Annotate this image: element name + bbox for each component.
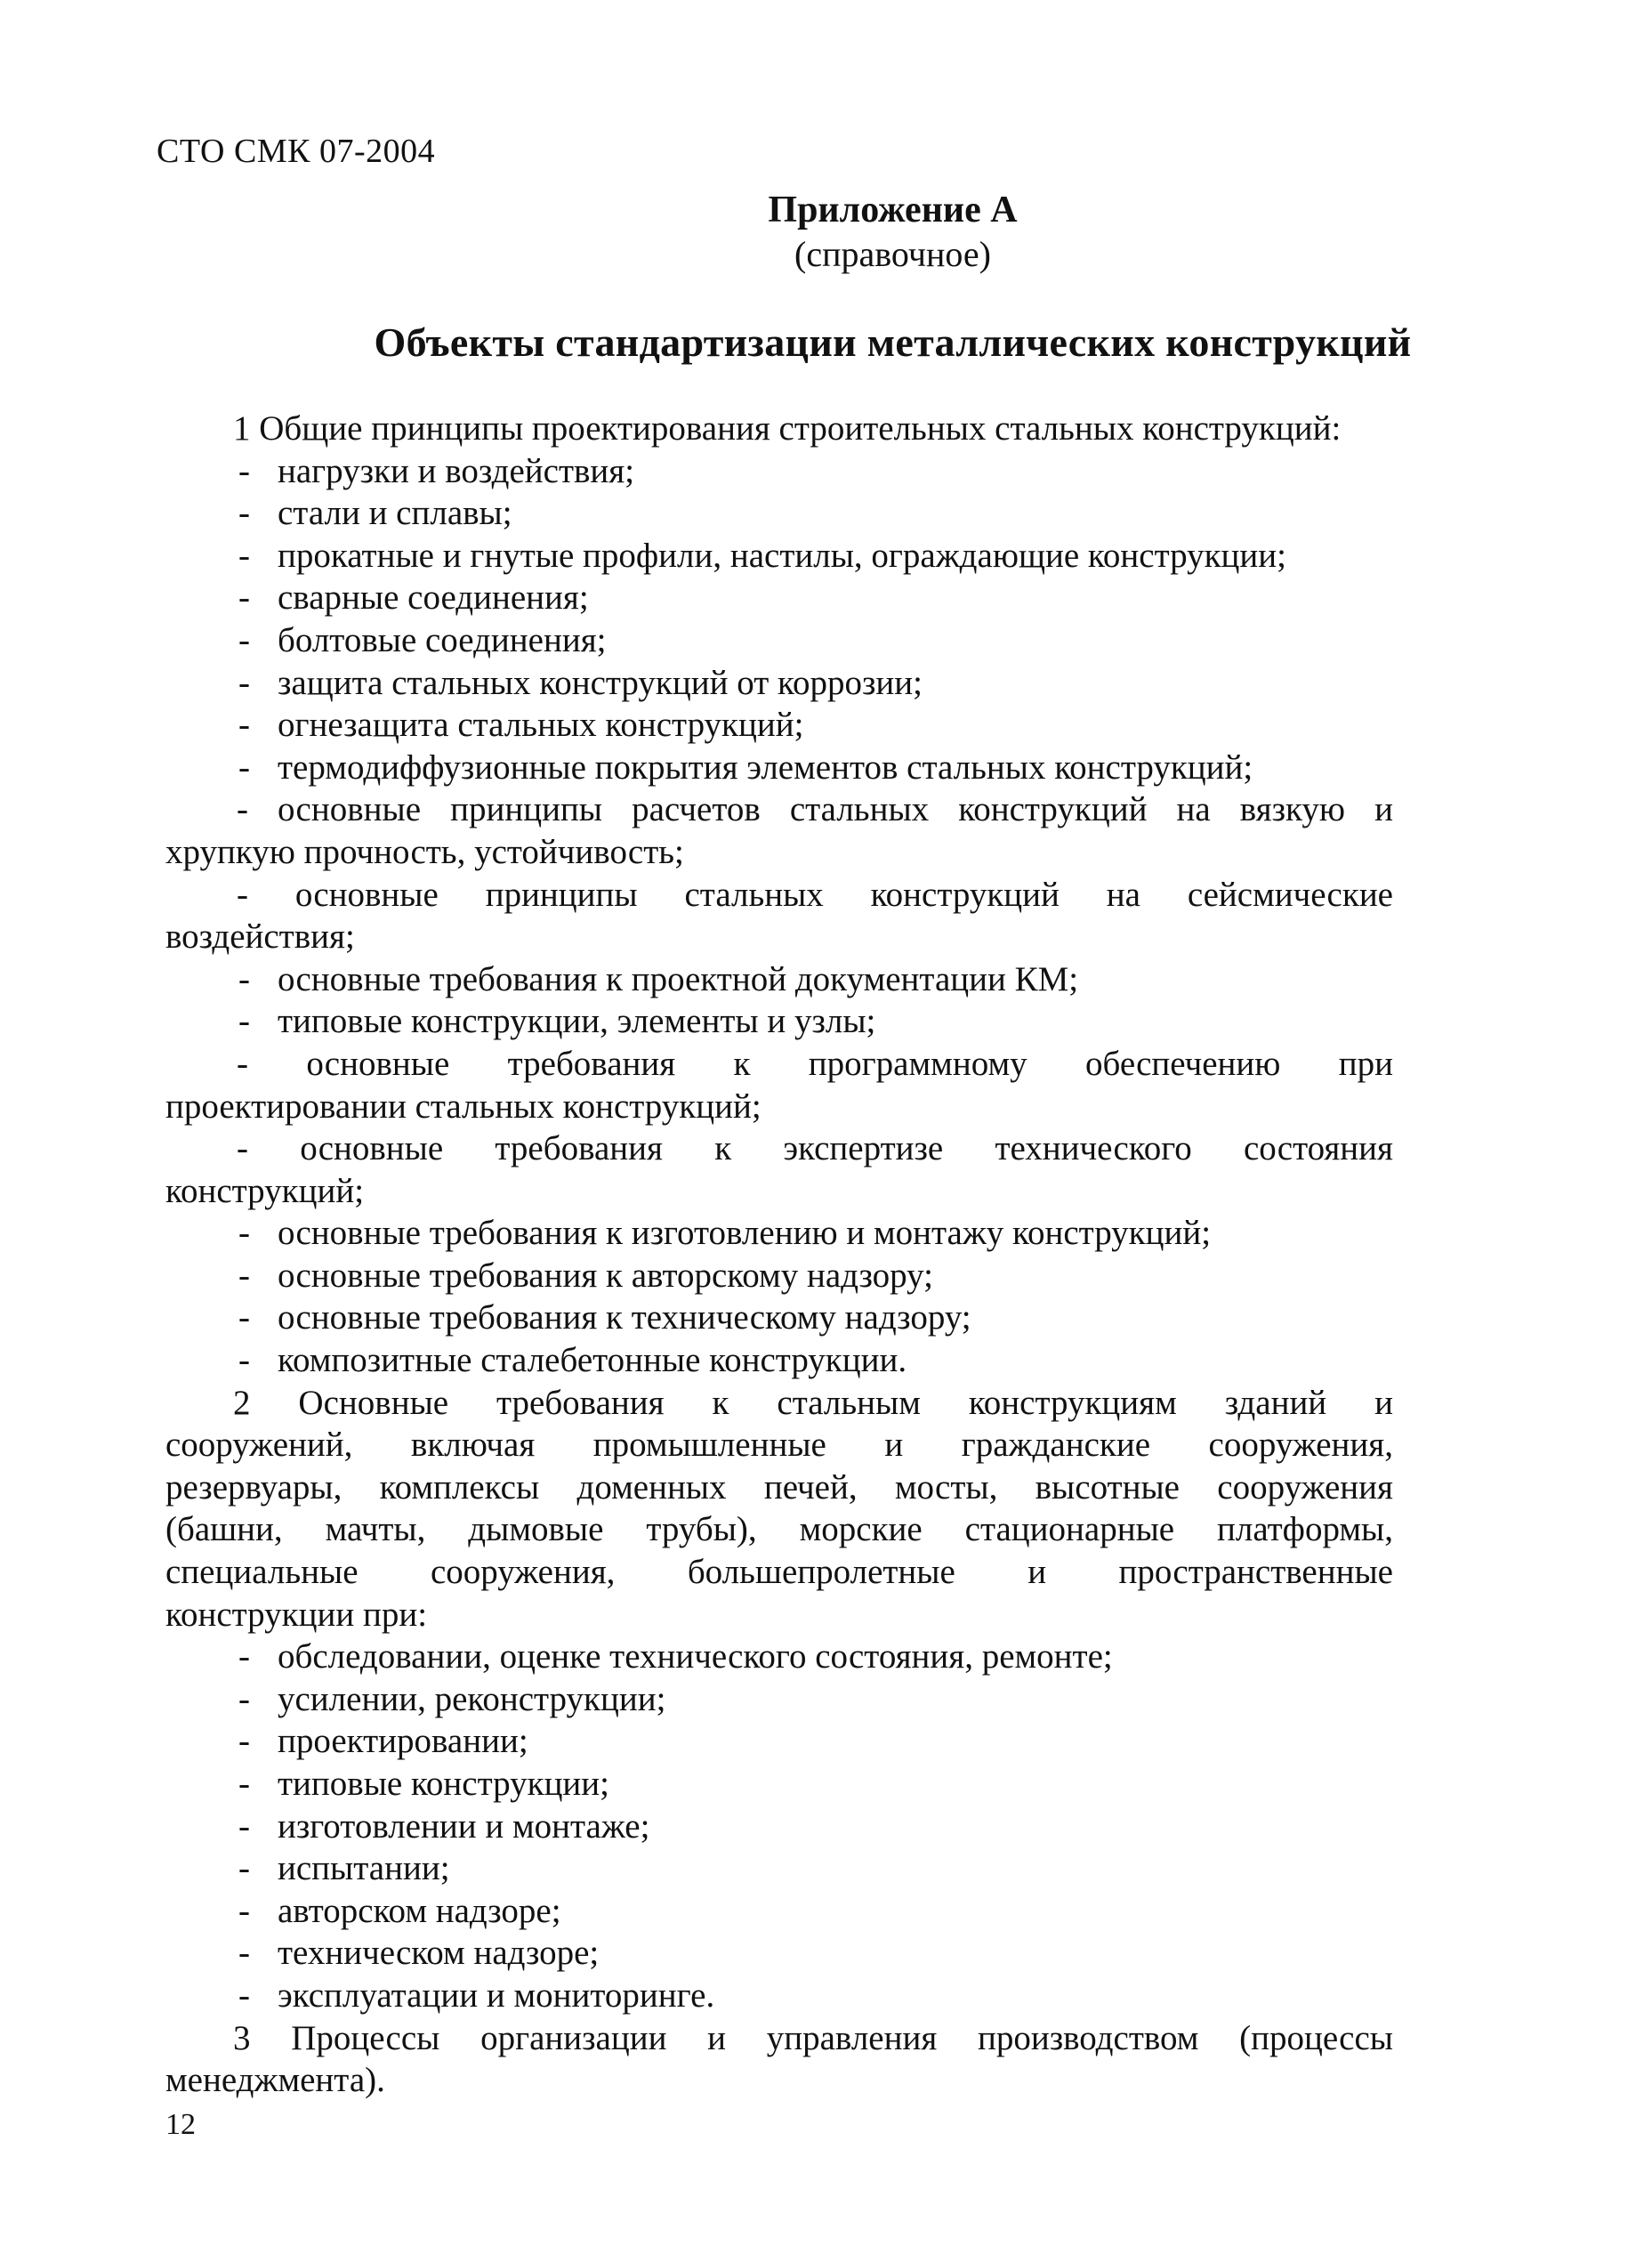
list-item: - нагрузки и воздействия; [165, 450, 1393, 493]
page-number: 12 [165, 2108, 196, 2141]
document-body [165, 408, 1393, 2102]
list-item: - авторском надзоре; [165, 1890, 1393, 1933]
list-item: - композитные сталебетонные конструкции. [165, 1339, 1393, 1382]
section-2-line: (башни, мачты, дымовые трубы), морские стационарные платформы, [165, 1510, 1393, 1549]
list-item-wrapped-first-line: - основные требования к программному обеспечению при [237, 1044, 1393, 1083]
list-item: - испытании; [165, 1847, 1393, 1890]
list-item: - типовые конструкции, элементы и узлы; [165, 1000, 1393, 1043]
list-item: - болтовые соединения; [165, 619, 1393, 662]
main-heading: Объекты стандартизации металлических конструкций [374, 319, 1412, 365]
list-item: - изготовлении и монтаже; [165, 1806, 1393, 1848]
list-item: - основные требования к авторскому надзору; [165, 1255, 1393, 1297]
list-item: - основные требования к проектной документации КМ; [165, 958, 1393, 1001]
document-code: СТО СМК 07-2004 [157, 133, 436, 170]
section-2-line: специальные сооружения, большепролетные и пространственные [165, 1553, 1393, 1592]
list-item-wrapped-continuation: хрупкую прочность, устойчивость; [165, 832, 684, 871]
list-item: - термодиффузионные покрытия элементов стальных конструкций; [165, 747, 1393, 789]
list-item: - стали и сплавы; [165, 492, 1393, 535]
section-3-line: 3 Процессы организации и управления производством (процессы [233, 2018, 1393, 2057]
list-item: - эксплуатации и мониторинге. [165, 1975, 1393, 2017]
list-item: - основные требования к техническому надзору; [165, 1297, 1393, 1339]
list-item-wrapped-continuation: воздействия; [165, 917, 355, 957]
appendix-subtitle: (справочное) [794, 234, 991, 274]
appendix-title: Приложение А [768, 190, 1018, 230]
section-3-line: менеджмента). [165, 2061, 385, 2100]
list-item: - техническом надзоре; [165, 1932, 1393, 1975]
list-item-wrapped-first-line: - основные принципы расчетов стальных конструкций на вязкую и [237, 790, 1393, 829]
list-item: - защита стальных конструкций от коррозии; [165, 662, 1393, 705]
list-item-wrapped-continuation: проектировании стальных конструкций; [165, 1087, 762, 1126]
section-1-intro: 1 Общие принципы проектирования строительных стальных конструкций: [233, 409, 1342, 448]
section-2-line: 2 Основные требования к стальным конструкциям зданий и [233, 1383, 1393, 1422]
list-item: - огнезащита стальных конструкций; [165, 704, 1393, 747]
list-item-wrapped-first-line: - основные требования к экспертизе технического состояния [237, 1129, 1393, 1168]
list-item: - прокатные и гнутые профили, настилы, ограждающие конструкции; [165, 535, 1393, 578]
section-2-line: резервуары, комплексы доменных печей, мосты, высотные сооружения [165, 1467, 1393, 1507]
section-2-line: сооружений, включая промышленные и гражданские сооружения, [165, 1426, 1393, 1465]
list-item: - основные требования к изготовлению и монтажу конструкций; [165, 1212, 1393, 1255]
list-item-wrapped-first-line: - основные принципы стальных конструкций на сейсмические [237, 875, 1393, 914]
list-item-wrapped-continuation: конструкций; [165, 1171, 365, 1210]
section-2-line: конструкции при: [165, 1595, 428, 1634]
list-item: - сварные соединения; [165, 577, 1393, 619]
list-item: - усилении, реконструкции; [165, 1678, 1393, 1721]
list-item: - типовые конструкции; [165, 1763, 1393, 1806]
list-item: - проектировании; [165, 1720, 1393, 1763]
list-item: - обследовании, оценке технического состояния, ремонте; [165, 1636, 1393, 1678]
